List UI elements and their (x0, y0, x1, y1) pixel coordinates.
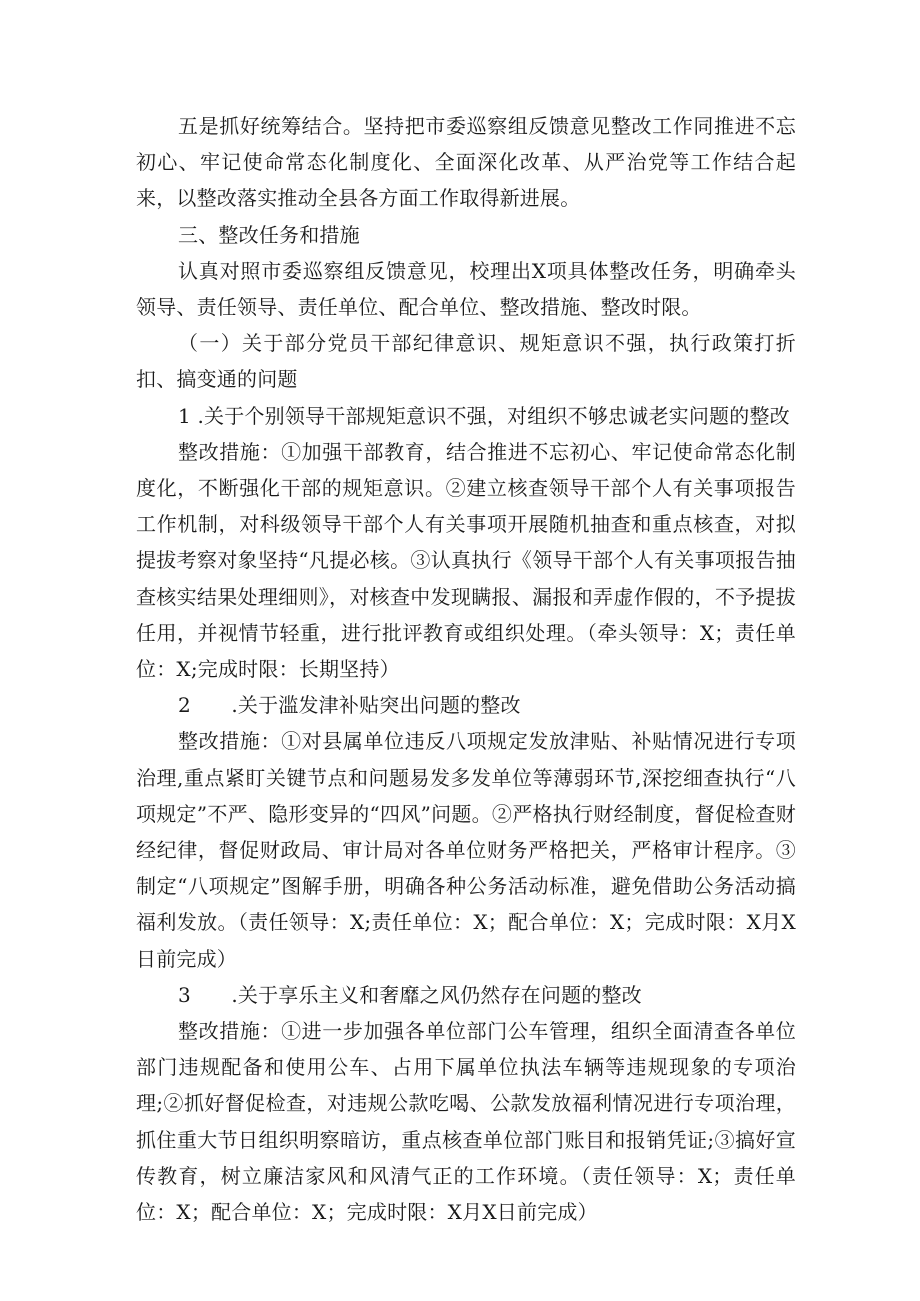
section-heading-rectification-tasks: 三、整改任务和措施 (178, 222, 360, 247)
item-heading-2: 2 .关于滥发津补贴突出问题的整改 (178, 693, 521, 718)
document-body (136, 108, 796, 1230)
paragraph-overall-coordination: 五是抓好统筹结合。坚持把市委巡察组反馈意见整改工作同推进不忘初心、牢记使命常态化制度化、全面深化改革、从严治党等工作结合起来，以整改落实推动全县各方面工作取得新进展。 (136, 114, 796, 211)
paragraph-task-overview: 认真对照市委巡察组反馈意见，校理出X项具体整改任务，明确牵头领导、责任领导、责任单位、配合单位、整改措施、整改时限。 (136, 258, 796, 320)
paragraph-measures-2: 整改措施：①对县属单位违反八项规定发放津贴、补贴情况进行专项治理,重点紧盯关键节点和问题易发多发单位等薄弱环节,深挖细查执行“八项规定”不严、隐形变异的“四风”问题。②严格执行财经制度，督促检查财经纪律，督促财政局、审计局对各单位财务严格把关，严格审计程序。③制定“八项规定”图解手册，明确各种公务活动标准，避免借助公务活动搞福利发放。（责任领导：X;责任单位：X；配合单位：X；完成时限：X月X日前完成） (136, 729, 796, 971)
item-heading-3: 3 .关于享乐主义和奢靡之风仍然存在问题的整改 (178, 982, 642, 1007)
item-heading-1: 1 .关于个别领导干部规矩意识不强，对组织不够忠诚老实问题的整改 (178, 403, 790, 428)
subsection-heading-1: （一）关于部分党员干部纪律意识、规矩意识不强，执行政策打折扣、搞变通的问题 (136, 331, 796, 392)
paragraph-measures-1: 整改措施：①加强干部教育，结合推进不忘初心、牢记使命常态化制度化，不断强化干部的规矩意识。②建立核查领导干部个人有关事项报告工作机制，对科级领导干部个人有关事项开展随机抽查和重点核查，对拟提拔考察对象坚持“凡提必核。③认真执行《领导干部个人有关事项报告抽查核实结果处理细则》，对核查中发现瞒报、漏报和弄虚作假的，不予提拔任用，并视情节轻重，进行批评教育或组织处理。（牵头领导：X；责任单位：X;完成时限：长期坚持） (136, 439, 796, 682)
paragraph-measures-3: 整改措施：①进一步加强各单位部门公车管理，组织全面清查各单位部门违规配备和使用公车、占用下属单位执法车辆等违规现象的专项治理;②抓好督促检查，对违规公款吃喝、公款发放福利情况进行专项治理，抓住重大节日组织明察暗访，重点核查单位部门账目和报销凭证;③搞好宣传教育，树立廉洁家风和风清气正的工作环境。（责任领导：X；责任单位：X；配合单位：X；完成时限：X月X日前完成） (136, 1019, 796, 1225)
